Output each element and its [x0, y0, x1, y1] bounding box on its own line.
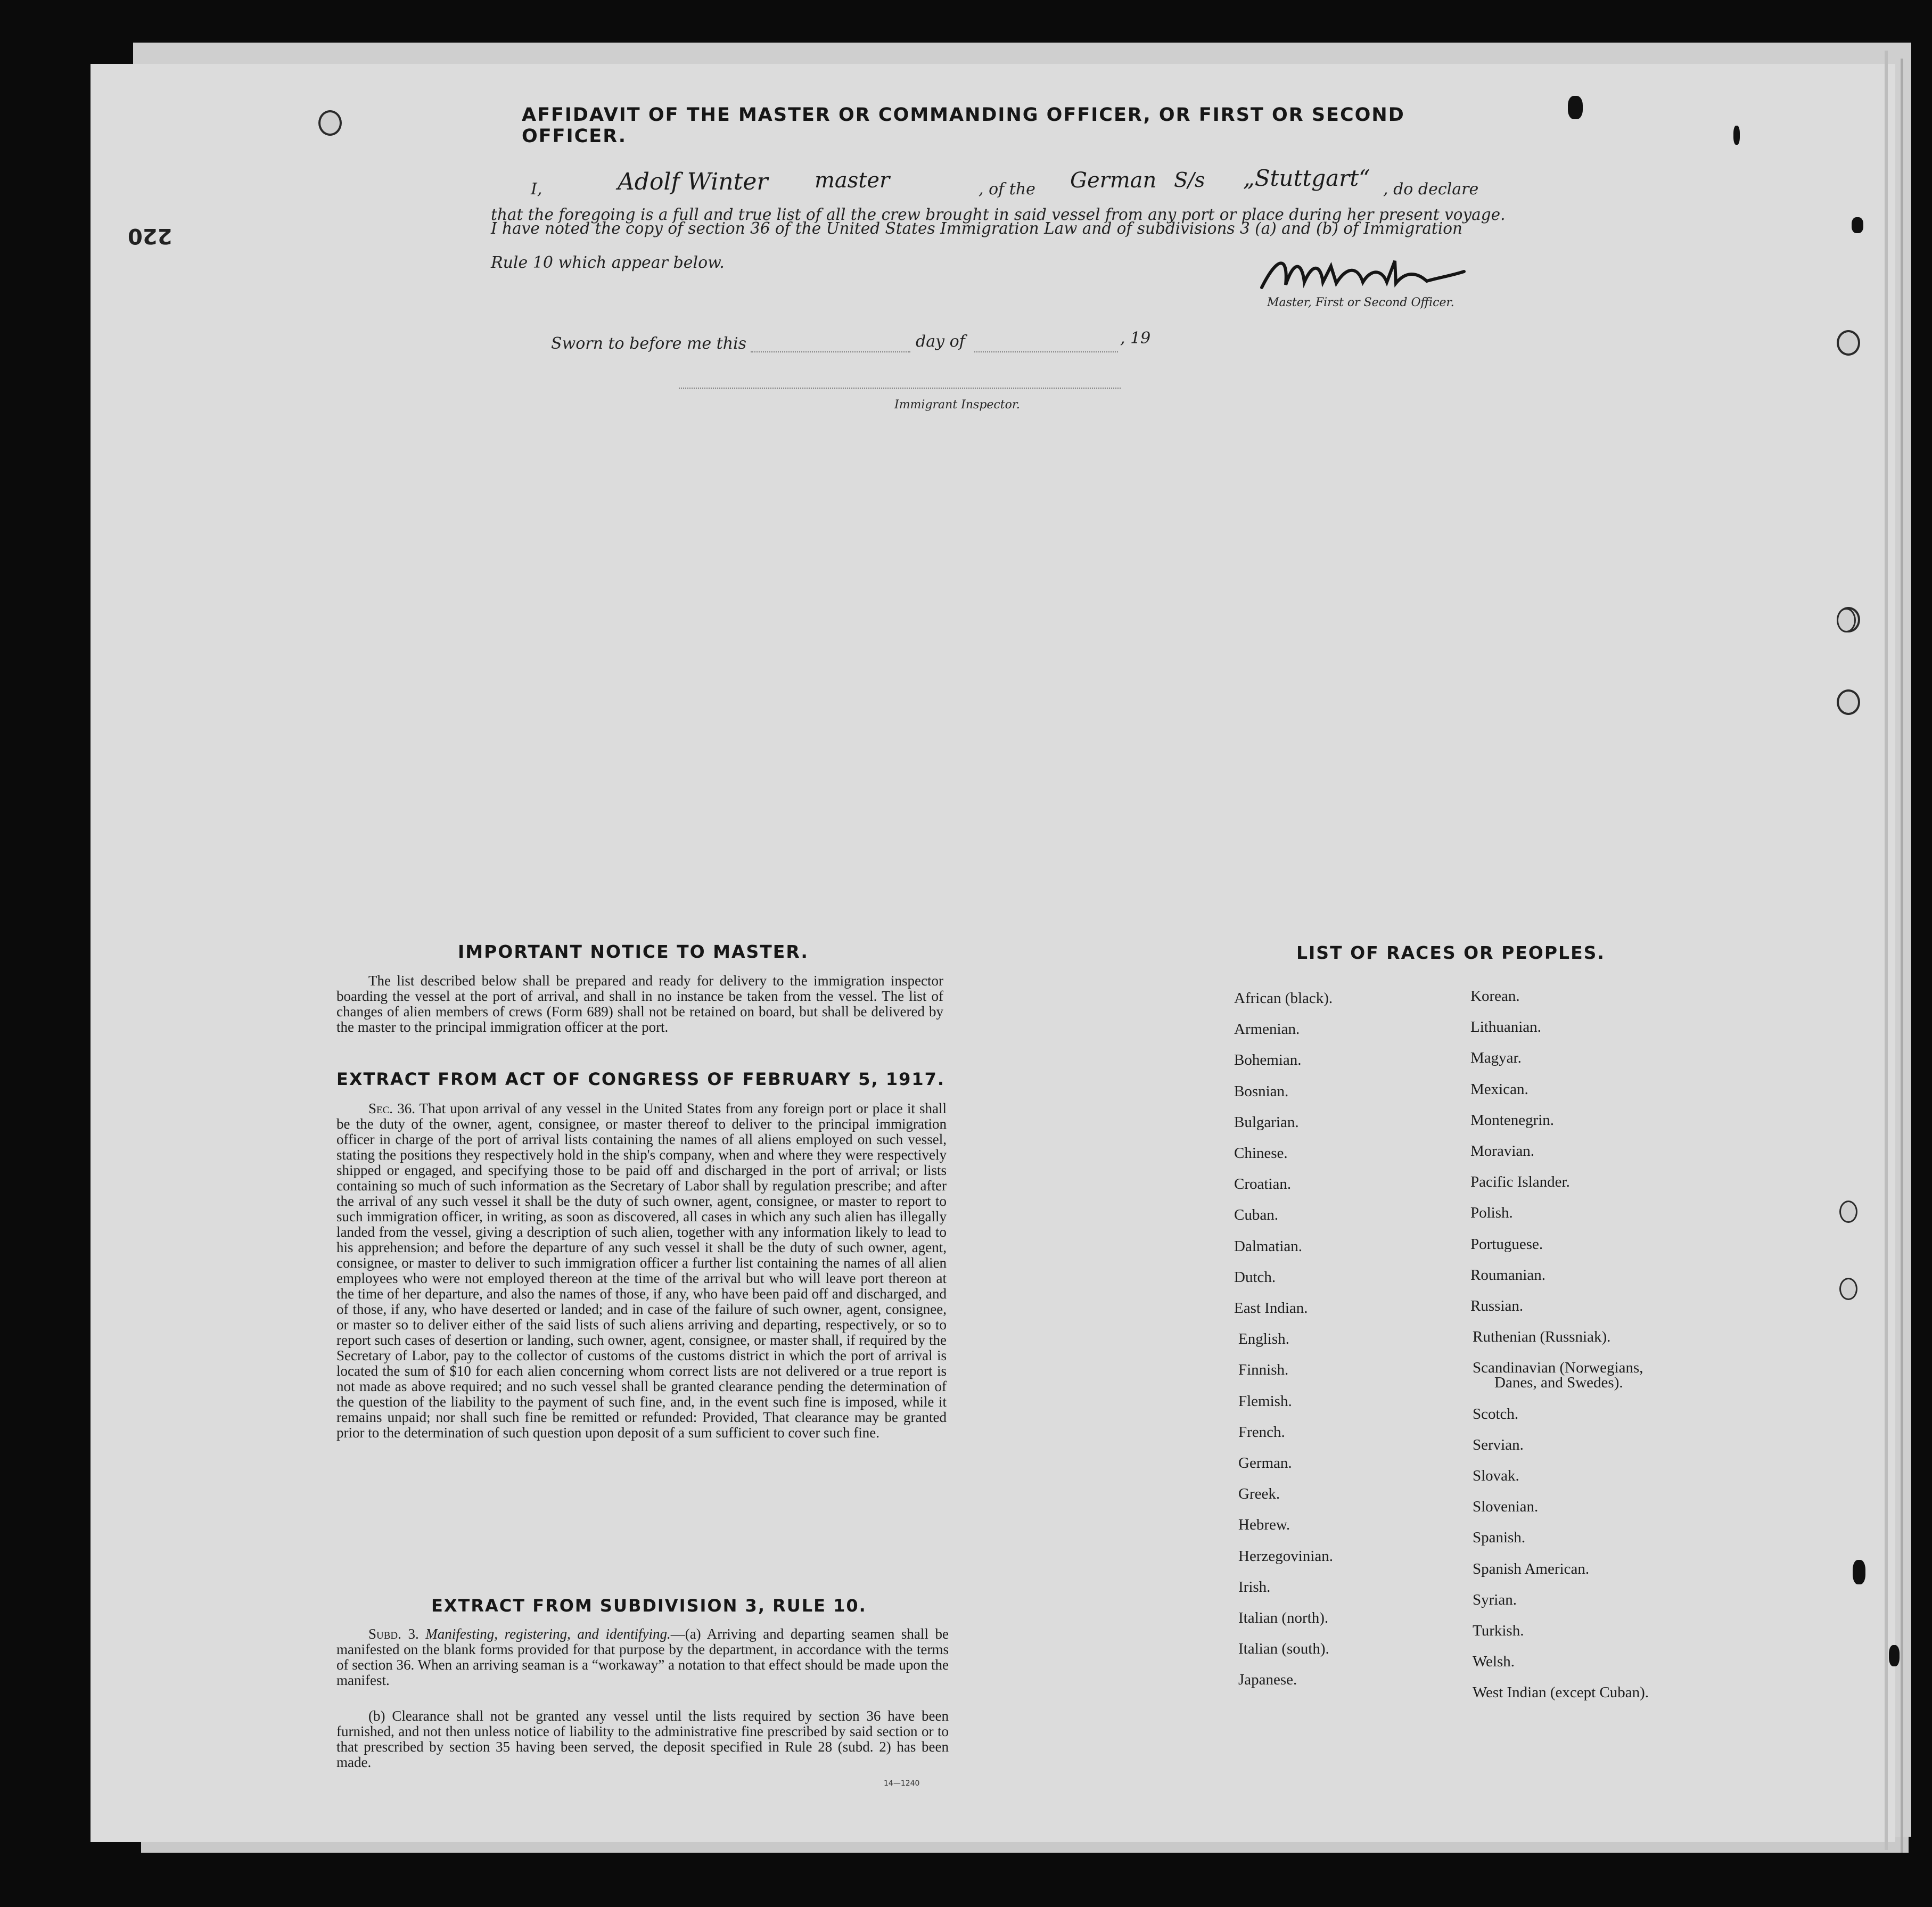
page-edge	[1901, 59, 1903, 1853]
race-item: Mexican.	[1470, 1080, 1528, 1098]
day-blank	[751, 351, 910, 352]
subd-b-text: (b) Clearance shall not be granted any vessel until the lists required by section 36 have been furnished, and not then unless notice of liability to the administrative fine prescribed by said section or to that prescribed by section 35 having been served, the deposit specified in Rule 28 (subd. 2) has been made.	[336, 1708, 949, 1770]
ink-blot	[1733, 126, 1740, 145]
master-name: Adolf Winter	[618, 168, 768, 195]
race-item: Montenegrin.	[1470, 1111, 1555, 1129]
race-item: Italian (south).	[1238, 1640, 1329, 1658]
race-item: Greek.	[1238, 1485, 1280, 1503]
subd-a-body: —(a) Arriving and departing seamen shall be manifested on the blank forms provided for that purpose by the department, in accordance with the terms of section 36. When an arriving seaman is a “workaway” a notation to that effect should be made upon the manifest.	[336, 1626, 949, 1688]
race-item: Spanish American.	[1473, 1560, 1590, 1577]
of-the-label: , of the	[979, 180, 1035, 199]
affidavit-title: AFFIDAVIT OF THE MASTER OR COMMANDING OFFICER, OR FIRST OR SECOND OFFICER.	[522, 104, 1405, 147]
punch-hole	[318, 110, 342, 136]
race-item: Polish.	[1470, 1204, 1513, 1222]
subd-a-text	[336, 1626, 949, 1688]
race-item: Slovak.	[1473, 1467, 1519, 1484]
punch-hole	[1837, 608, 1856, 632]
race-item: Herzegovinian.	[1238, 1547, 1333, 1565]
vessel-name: „Stuttgart“	[1243, 165, 1370, 191]
notice-text: The list described below shall be prepared and ready for delivery to the immigration inspector boarding the vessel at the port of arrival, and shall in no instance be taken from the vessel. The list of changes of alien members of crews (Form 689) shall not be retained on board, but shall be delivered by the master to the principal immigration officer at the port.	[336, 973, 943, 1035]
race-item: Dalmatian.	[1234, 1237, 1303, 1255]
race-item: Korean.	[1470, 988, 1520, 1005]
race-item: African (black).	[1234, 990, 1333, 1007]
year-label: , 19	[1120, 329, 1151, 348]
subd-heading: Manifesting, registering, and identifying.	[425, 1626, 671, 1642]
race-item: Hebrew.	[1238, 1516, 1290, 1534]
sworn-label: Sworn to before me this	[551, 334, 747, 353]
affidavit-i: I,	[531, 180, 542, 199]
race-item: Ruthenian (Russniak).	[1473, 1328, 1611, 1346]
race-item: Portuguese.	[1470, 1235, 1543, 1253]
ink-blot	[1568, 96, 1583, 119]
race-item: Armenian.	[1234, 1021, 1300, 1038]
races-title: LIST OF RACES OR PEOPLES.	[1296, 942, 1605, 963]
punch-hole	[1839, 1201, 1857, 1223]
race-item: Croatian.	[1234, 1176, 1292, 1193]
margin-number: 220	[128, 224, 172, 248]
race-item: German.	[1238, 1454, 1292, 1472]
race-item: Bosnian.	[1234, 1082, 1289, 1100]
race-item: Lithuanian.	[1470, 1018, 1541, 1036]
signature-caption: Master, First or Second Officer.	[1267, 296, 1454, 309]
ink-blot	[1852, 217, 1863, 233]
ink-blot	[1853, 1560, 1865, 1584]
punch-hole	[1837, 689, 1860, 715]
race-item: Slovenian.	[1473, 1498, 1539, 1516]
punch-hole	[1837, 330, 1860, 356]
form-number: 14—1240	[884, 1779, 920, 1788]
inspector-signature-line	[679, 388, 1121, 389]
race-item: English.	[1238, 1330, 1289, 1348]
race-item: Finnish.	[1238, 1361, 1289, 1379]
month-blank	[974, 351, 1118, 352]
race-item: Servian.	[1473, 1436, 1524, 1453]
punch-hole	[1839, 1278, 1857, 1300]
race-item: Turkish.	[1473, 1622, 1524, 1639]
race-item: West Indian (except Cuban).	[1473, 1684, 1649, 1701]
race-item: Welsh.	[1473, 1653, 1515, 1671]
affidavit-line-4: Rule 10 which appear below.	[491, 253, 725, 272]
race-item: Scotch.	[1473, 1405, 1519, 1423]
sec-label: Sec. 36.	[368, 1100, 415, 1116]
affidavit-line-3: I have noted the copy of section 36 of the United States Immigration Law and of subdivisions 3 (a) and (b) of Immigration	[491, 219, 1462, 237]
affidavit-line-2: that the foregoing is a full and true list of all the crew brought in said vessel from any port or place during her present voyage.	[491, 206, 1506, 224]
race-item: Irish.	[1238, 1578, 1271, 1596]
race-item: Syrian.	[1473, 1591, 1517, 1608]
race-item: Roumanian.	[1470, 1266, 1545, 1284]
race-item: East Indian.	[1234, 1300, 1308, 1317]
race-item: Cuban.	[1234, 1206, 1278, 1224]
inspector-caption: Immigrant Inspector.	[894, 398, 1020, 412]
master-signature	[1256, 245, 1469, 303]
subd-label: Subd. 3.	[368, 1626, 419, 1642]
race-item: Danes, and Swedes).	[1494, 1374, 1623, 1392]
race-item: Spanish.	[1473, 1529, 1526, 1547]
race-item: Pacific Islander.	[1470, 1173, 1570, 1191]
do-declare-label: , do declare	[1383, 180, 1479, 199]
sec-36-text: That upon arrival of any vessel in the United States from any foreign port or place it shall be the duty of the owner, agent, consignee, or master thereof to deliver to the principal immigration officer in charge of the port of arrival lists containing the names of all aliens employed on such vessel, stating the positions they respectively hold in the ship's company, when and where they were respectively shipped or engaged, and specifying those to be paid off and discharged in the port of arrival; or lists containing so much of such information as the Secretary of Labor shall by regulation prescribe; and after the arrival of any such vessel it shall be the duty of such owner, agent, consignee, or master to report to such immigration officer, in writing, as soon as discovered, all cases in which any such alien has illegally landed from the vessel, giving a description of such alien, together with any information likely to lead to his apprehension; and before the departure of any such vessel it shall be the duty of such owner, agent, consignee, or master to deliver to such immigration officer a further list containing the names of all alien employees who were not employed thereon at the time of the arrival but who will leave port thereon at the time of her departure, and also the names of those, if any, who have been paid off and discharged, and of those, if any, who have deserted or landed; and in case of the failure of such owner, agent, consignee, or master so to deliver either of the said lists of such aliens arriving and departing, respectively, or so to report such cases of desertion or landing, such owner, agent, consignee, or master shall, if required by the Secretary of Labor, pay to the collector of customs of the customs district in which the port of arrival is located the sum of $10 for each alien concerning whom correct lists are not delivered or a true report is not made as above required; and no such vessel shall be granted clearance pending the determination of the question of the liability to the payment of such fine, and, in the event such fine is imposed, while it remains unpaid; nor shall such fine be remitted or refunded: Provided, That clearance may be granted prior to the determination of such question upon deposit of a sum sufficient to cover such fine.	[336, 1100, 947, 1441]
race-item: Russian.	[1470, 1297, 1524, 1314]
extract-rule-title: EXTRACT FROM SUBDIVISION 3, RULE 10.	[431, 1596, 867, 1616]
document-sheet	[91, 64, 1895, 1842]
race-item: Flemish.	[1238, 1392, 1292, 1410]
race-item: Dutch.	[1234, 1268, 1276, 1286]
notice-title: IMPORTANT NOTICE TO MASTER.	[458, 941, 809, 962]
race-item: French.	[1238, 1423, 1285, 1441]
race-item: Magyar.	[1470, 1049, 1522, 1067]
race-item: Scandinavian (Norwegians,	[1473, 1359, 1643, 1377]
extract-act-text	[336, 1101, 947, 1441]
ink-blot	[1889, 1645, 1900, 1666]
race-item: Bulgarian.	[1234, 1113, 1299, 1131]
master-role: master	[815, 168, 890, 193]
extract-act-title: EXTRACT FROM ACT OF CONGRESS OF FEBRUARY 5, 1917.	[336, 1069, 946, 1089]
race-item: Moravian.	[1470, 1142, 1534, 1160]
day-of-label: day of	[916, 332, 965, 351]
vessel-type: S/s	[1174, 168, 1205, 192]
race-item: Bohemian.	[1234, 1051, 1302, 1069]
nationality: German	[1070, 168, 1157, 193]
page-edge	[1885, 51, 1888, 1850]
race-item: Japanese.	[1238, 1671, 1297, 1689]
race-item: Italian (north).	[1238, 1609, 1329, 1626]
race-item: Chinese.	[1234, 1145, 1288, 1162]
